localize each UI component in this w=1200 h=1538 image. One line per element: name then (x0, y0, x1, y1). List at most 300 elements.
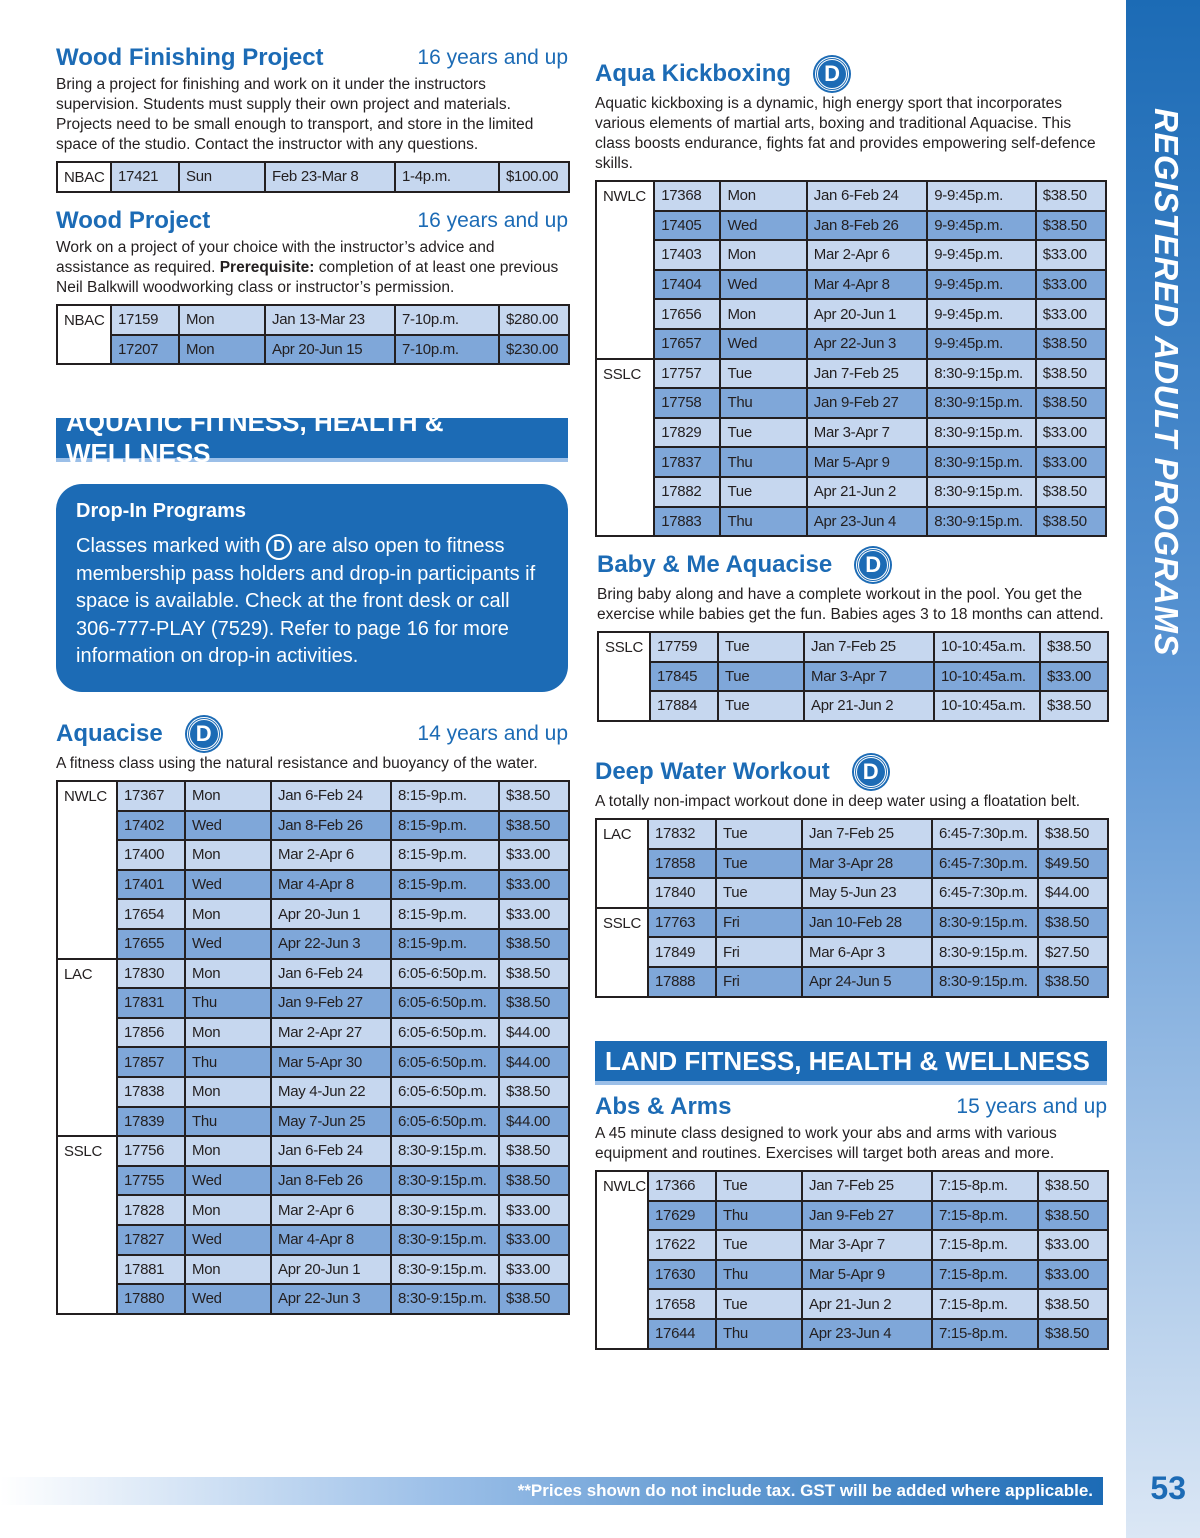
table-row (596, 1171, 1108, 1201)
course-code-cell: 17827 (117, 1225, 185, 1255)
day-cell: Thu (716, 1201, 802, 1231)
time-cell: 8:30-9:15p.m. (391, 1166, 499, 1196)
table-row (596, 270, 1106, 300)
price-cell: $38.50 (499, 959, 569, 989)
location-cell: LAC (596, 819, 648, 908)
dates-cell: Mar 6-Apr 3 (802, 937, 932, 967)
dropin-d-icon: D (187, 717, 221, 751)
table-row (596, 181, 1106, 211)
program-description: Work on a project of your choice with the instructor’s advice and assistance as required. Prerequisite: completion of at least one previous Neil Balkwill woodworking class or instructor’s permission. (56, 239, 559, 296)
time-cell: 6:45-7:30p.m. (932, 878, 1038, 908)
day-cell: Thu (720, 447, 806, 477)
time-cell: 6:45-7:30p.m. (932, 849, 1038, 879)
price-cell: $38.50 (1036, 329, 1106, 359)
price-cell: $38.50 (1036, 507, 1106, 537)
price-cell: $38.50 (1040, 632, 1108, 662)
table-row (596, 937, 1108, 967)
program-title: Abs & Arms (595, 1093, 732, 1120)
course-code-cell: 17838 (117, 1077, 185, 1107)
schedule-table (56, 304, 570, 365)
price-cell: $33.00 (499, 1195, 569, 1225)
course-code-cell: 17763 (648, 908, 716, 938)
dates-cell: Jan 13-Mar 23 (265, 305, 395, 335)
price-cell: $33.00 (499, 899, 569, 929)
table-row (596, 819, 1108, 849)
time-cell: 8:30-9:15p.m. (391, 1284, 499, 1314)
program-title: Aqua Kickboxing (595, 60, 792, 87)
price-cell: $33.00 (499, 1225, 569, 1255)
course-code-cell: 17644 (648, 1319, 716, 1349)
table-row (596, 967, 1108, 997)
time-cell: 7:15-8p.m. (932, 1201, 1038, 1231)
time-cell: 8:30-9:15p.m. (391, 1195, 499, 1225)
page-number: 53 (1150, 1470, 1186, 1506)
time-cell: 6:05-6:50p.m. (391, 1047, 499, 1077)
dates-cell: Mar 4-Apr 8 (271, 1225, 391, 1255)
table-row (596, 359, 1106, 389)
price-cell: $38.50 (1038, 819, 1108, 849)
schedule-table (56, 161, 570, 193)
time-cell: 9-9:45p.m. (927, 329, 1035, 359)
time-cell: 8:15-9p.m. (391, 840, 499, 870)
time-cell: 8:30-9:15p.m. (932, 908, 1038, 938)
day-cell: Tue (716, 819, 802, 849)
price-cell: $44.00 (1038, 878, 1108, 908)
course-code-cell: 17883 (654, 507, 720, 537)
dates-cell: May 4-Jun 22 (271, 1077, 391, 1107)
table-row (596, 1289, 1108, 1319)
course-code-cell: 17845 (650, 662, 718, 692)
time-cell: 7:15-8p.m. (932, 1260, 1038, 1290)
time-cell: 8:30-9:15p.m. (391, 1136, 499, 1166)
day-cell: Tue (716, 1230, 802, 1260)
banner-land: LAND FITNESS, HEALTH & WELLNESS (595, 1041, 1107, 1085)
program-description: Bring a project for finishing and work on it under the instructors supervision. Students must supply their own project and materials. Projects need to be small enough to transport, and store in the limited space of the studio. Contact the instructor with any questions. (56, 76, 534, 153)
section-aqua-kickboxing (595, 57, 1107, 537)
course-code-cell: 17629 (648, 1201, 716, 1231)
dropin-d-icon: D (815, 57, 849, 91)
time-cell: 7:15-8p.m. (932, 1230, 1038, 1260)
time-cell: 8:15-9p.m. (391, 870, 499, 900)
dates-cell: Jan 8-Feb 26 (271, 1166, 391, 1196)
time-cell: 8:30-9:15p.m. (927, 507, 1035, 537)
location-cell: SSLC (596, 359, 654, 537)
dates-cell: Mar 3-Apr 7 (802, 1230, 932, 1260)
table-row (57, 1018, 569, 1048)
dropin-d-icon: D (856, 548, 890, 582)
price-cell: $38.50 (499, 929, 569, 959)
program-title: Aquacise (56, 720, 163, 747)
time-cell: 8:30-9:15p.m. (932, 967, 1038, 997)
price-cell: $44.00 (499, 1107, 569, 1137)
time-cell: 8:15-9p.m. (391, 811, 499, 841)
day-cell: Thu (720, 507, 806, 537)
day-cell: Mon (185, 1195, 271, 1225)
course-code-cell: 17829 (654, 418, 720, 448)
time-cell: 7:15-8p.m. (932, 1171, 1038, 1201)
table-row (57, 1195, 569, 1225)
table-row (57, 959, 569, 989)
location-cell: NWLC (596, 1171, 648, 1349)
dates-cell: Mar 3-Apr 7 (807, 418, 927, 448)
table-row (57, 781, 569, 811)
price-cell: $38.50 (1040, 691, 1108, 721)
table-row (57, 1136, 569, 1166)
day-cell: Fri (716, 908, 802, 938)
time-cell: 8:30-9:15p.m. (391, 1255, 499, 1285)
location-cell: NWLC (596, 181, 654, 359)
dropin-box (56, 484, 568, 692)
table-row (57, 162, 569, 192)
day-cell: Tue (718, 691, 804, 721)
course-code-cell: 17367 (117, 781, 185, 811)
day-cell: Wed (185, 811, 271, 841)
price-cell: $280.00 (499, 305, 569, 335)
dates-cell: Jan 7-Feb 25 (804, 632, 934, 662)
price-cell: $38.50 (1036, 359, 1106, 389)
price-cell: $38.50 (1036, 211, 1106, 241)
course-code-cell: 17849 (648, 937, 716, 967)
dates-cell: Jan 8-Feb 26 (271, 811, 391, 841)
day-cell: Mon (185, 1077, 271, 1107)
table-row (596, 1260, 1108, 1290)
price-cell: $38.50 (1038, 1201, 1108, 1231)
price-cell: $38.50 (1036, 477, 1106, 507)
banner-aquatic: AQUATIC FITNESS, HEALTH & WELLNESS (56, 418, 568, 462)
price-cell: $38.50 (499, 1136, 569, 1166)
dates-cell: Mar 2-Apr 6 (807, 240, 927, 270)
time-cell: 8:30-9:15p.m. (927, 418, 1035, 448)
table-row (598, 662, 1108, 692)
program-title: Wood Project (56, 207, 211, 234)
day-cell: Fri (716, 937, 802, 967)
course-code-cell: 17757 (654, 359, 720, 389)
table-row (596, 447, 1106, 477)
section-aquacise (56, 717, 568, 1315)
course-code-cell: 17655 (117, 929, 185, 959)
course-code-cell: 17366 (648, 1171, 716, 1201)
price-cell: $49.50 (1038, 849, 1108, 879)
dates-cell: Mar 5-Apr 9 (807, 447, 927, 477)
dates-cell: Mar 2-Apr 6 (271, 840, 391, 870)
time-cell: 6:05-6:50p.m. (391, 1018, 499, 1048)
dates-cell: Mar 3-Apr 28 (802, 849, 932, 879)
dates-cell: Jan 7-Feb 25 (802, 819, 932, 849)
dates-cell: Apr 23-Jun 4 (807, 507, 927, 537)
table-row (596, 1201, 1108, 1231)
dates-cell: Mar 4-Apr 8 (807, 270, 927, 300)
course-code-cell: 17884 (650, 691, 718, 721)
day-cell: Tue (720, 477, 806, 507)
table-row (596, 329, 1106, 359)
program-description: A 45 minute class designed to work your abs and arms with various equipment and routines. Exercises will target both areas and more. (595, 1125, 1057, 1162)
price-cell: $33.00 (1036, 270, 1106, 300)
day-cell: Wed (185, 1225, 271, 1255)
dates-cell: Mar 5-Apr 9 (802, 1260, 932, 1290)
price-cell: $33.00 (1036, 240, 1106, 270)
table-row (57, 811, 569, 841)
price-cell: $38.50 (499, 781, 569, 811)
time-cell: 8:30-9:15p.m. (927, 477, 1035, 507)
dropin-d-icon: D (266, 534, 292, 560)
dates-cell: Mar 5-Apr 30 (271, 1047, 391, 1077)
price-cell: $33.00 (1036, 447, 1106, 477)
day-cell: Tue (716, 1171, 802, 1201)
table-row (598, 632, 1108, 662)
price-cell: $38.50 (1036, 181, 1106, 211)
day-cell: Thu (716, 1260, 802, 1290)
time-cell: 7:15-8p.m. (932, 1289, 1038, 1319)
course-code-cell: 17828 (117, 1195, 185, 1225)
course-code-cell: 17404 (654, 270, 720, 300)
table-row (57, 1107, 569, 1137)
course-code-cell: 17403 (654, 240, 720, 270)
day-cell: Thu (185, 1107, 271, 1137)
day-cell: Wed (185, 870, 271, 900)
course-code-cell: 17405 (654, 211, 720, 241)
table-row (596, 1230, 1108, 1260)
price-cell: $38.50 (1038, 1289, 1108, 1319)
time-cell: 6:45-7:30p.m. (932, 819, 1038, 849)
footer-note: **Prices shown do not include tax. GST will be added where applicable. (0, 1477, 1103, 1505)
day-cell: Mon (720, 240, 806, 270)
dates-cell: Apr 21-Jun 2 (804, 691, 934, 721)
dates-cell: Apr 22-Jun 3 (271, 1284, 391, 1314)
price-cell: $230.00 (499, 335, 569, 365)
table-row (596, 240, 1106, 270)
dates-cell: Jan 7-Feb 25 (802, 1171, 932, 1201)
course-code-cell: 17831 (117, 988, 185, 1018)
dates-cell: Jan 6-Feb 24 (271, 959, 391, 989)
dates-cell: Apr 20-Jun 15 (265, 335, 395, 365)
day-cell: Thu (185, 1047, 271, 1077)
dropin-d-icon: D (854, 755, 888, 789)
time-cell: 6:05-6:50p.m. (391, 1077, 499, 1107)
time-cell: 8:15-9p.m. (391, 929, 499, 959)
time-cell: 6:05-6:50p.m. (391, 959, 499, 989)
dates-cell: Apr 21-Jun 2 (807, 477, 927, 507)
location-cell: NBAC (57, 162, 111, 192)
table-row (57, 1225, 569, 1255)
dates-cell: Apr 20-Jun 1 (807, 299, 927, 329)
dates-cell: May 7-Jun 25 (271, 1107, 391, 1137)
day-cell: Sun (179, 162, 265, 192)
course-code-cell: 17882 (654, 477, 720, 507)
time-cell: 7-10p.m. (395, 335, 499, 365)
table-row (57, 1284, 569, 1314)
dates-cell: Mar 2-Apr 6 (271, 1195, 391, 1225)
table-row (57, 1047, 569, 1077)
day-cell: Thu (720, 388, 806, 418)
location-cell: SSLC (598, 632, 650, 721)
course-code-cell: 17888 (648, 967, 716, 997)
price-cell: $38.50 (499, 988, 569, 1018)
day-cell: Tue (716, 849, 802, 879)
dates-cell: Mar 3-Apr 7 (804, 662, 934, 692)
age-label: 16 years and up (417, 209, 568, 232)
price-cell: $38.50 (499, 1284, 569, 1314)
day-cell: Tue (718, 632, 804, 662)
age-label: 16 years and up (417, 46, 568, 69)
course-code-cell: 17755 (117, 1166, 185, 1196)
time-cell: 8:30-9:15p.m. (391, 1225, 499, 1255)
time-cell: 8:30-9:15p.m. (927, 447, 1035, 477)
section-baby-me (597, 548, 1107, 722)
course-code-cell: 17759 (650, 632, 718, 662)
table-row (596, 507, 1106, 537)
dropin-title: Drop-In Programs (76, 500, 247, 522)
day-cell: Wed (720, 211, 806, 241)
section-wood-finishing (56, 44, 568, 193)
time-cell: 8:15-9p.m. (391, 899, 499, 929)
table-row (57, 988, 569, 1018)
age-label: 15 years and up (956, 1095, 1107, 1118)
day-cell: Thu (716, 1319, 802, 1349)
section-abs-arms (595, 1093, 1107, 1350)
price-cell: $38.50 (499, 811, 569, 841)
dates-cell: Jan 6-Feb 24 (271, 1136, 391, 1166)
course-code-cell: 17622 (648, 1230, 716, 1260)
time-cell: 8:15-9p.m. (391, 781, 499, 811)
dates-cell: Apr 22-Jun 3 (807, 329, 927, 359)
day-cell: Wed (720, 270, 806, 300)
day-cell: Mon (720, 181, 806, 211)
table-row (57, 305, 569, 335)
course-code-cell: 17839 (117, 1107, 185, 1137)
course-code-cell: 17368 (654, 181, 720, 211)
program-description: Bring baby along and have a complete workout in the pool. You get the exercise while babies get the fun. Babies ages 3 to 18 months can attend. (597, 586, 1104, 623)
price-cell: $38.50 (1036, 388, 1106, 418)
time-cell: 8:30-9:15p.m. (927, 359, 1035, 389)
day-cell: Wed (720, 329, 806, 359)
day-cell: Fri (716, 967, 802, 997)
time-cell: 9-9:45p.m. (927, 211, 1035, 241)
dropin-text: Classes marked with D are also open to fitness membership pass holders and drop-in participants if space is available. Check at the front desk or call 306-777-PLAY (7529). Refer to page 16 for more information on drop-in activities. (76, 535, 536, 667)
course-code-cell: 17758 (654, 388, 720, 418)
day-cell: Thu (185, 988, 271, 1018)
course-code-cell: 17402 (117, 811, 185, 841)
course-code-cell: 17832 (648, 819, 716, 849)
time-cell: 6:05-6:50p.m. (391, 988, 499, 1018)
day-cell: Wed (185, 1284, 271, 1314)
table-row (596, 878, 1108, 908)
day-cell: Tue (720, 418, 806, 448)
table-row (598, 691, 1108, 721)
course-code-cell: 17656 (654, 299, 720, 329)
dates-cell: Mar 2-Apr 27 (271, 1018, 391, 1048)
location-cell: NBAC (57, 305, 111, 364)
day-cell: Mon (185, 1255, 271, 1285)
table-row (57, 899, 569, 929)
dates-cell: Apr 22-Jun 3 (271, 929, 391, 959)
location-cell: SSLC (596, 908, 648, 997)
dates-cell: Jan 6-Feb 24 (271, 781, 391, 811)
table-row (596, 388, 1106, 418)
section-deep-water (595, 755, 1107, 998)
time-cell: 10-10:45a.m. (934, 632, 1040, 662)
price-cell: $38.50 (1038, 1171, 1108, 1201)
price-cell: $33.00 (499, 840, 569, 870)
time-cell: 8:30-9:15p.m. (932, 937, 1038, 967)
time-cell: 6:05-6:50p.m. (391, 1107, 499, 1137)
table-row (57, 840, 569, 870)
day-cell: Tue (716, 878, 802, 908)
course-code-cell: 17159 (111, 305, 179, 335)
price-cell: $38.50 (499, 1077, 569, 1107)
table-row (57, 1077, 569, 1107)
course-code-cell: 17657 (654, 329, 720, 359)
table-row (57, 1166, 569, 1196)
day-cell: Mon (179, 335, 265, 365)
day-cell: Tue (718, 662, 804, 692)
dates-cell: May 5-Jun 23 (802, 878, 932, 908)
price-cell: $33.00 (1038, 1230, 1108, 1260)
course-code-cell: 17880 (117, 1284, 185, 1314)
dates-cell: Jan 9-Feb 27 (807, 388, 927, 418)
time-cell: 9-9:45p.m. (927, 181, 1035, 211)
location-cell: NWLC (57, 781, 117, 959)
sidebar-title: REGISTERED ADULT PROGRAMS (1148, 108, 1185, 656)
table-row (57, 870, 569, 900)
time-cell: 10-10:45a.m. (934, 691, 1040, 721)
price-cell: $38.50 (1038, 1319, 1108, 1349)
course-code-cell: 17858 (648, 849, 716, 879)
day-cell: Mon (720, 299, 806, 329)
dates-cell: Apr 23-Jun 4 (802, 1319, 932, 1349)
time-cell: 7:15-8p.m. (932, 1319, 1038, 1349)
table-row (596, 299, 1106, 329)
table-row (57, 929, 569, 959)
schedule-table (56, 780, 570, 1315)
schedule-table (597, 631, 1109, 722)
section-wood-project (56, 207, 568, 365)
price-cell: $33.00 (1038, 1260, 1108, 1290)
dates-cell: Apr 20-Jun 1 (271, 899, 391, 929)
day-cell: Tue (720, 359, 806, 389)
day-cell: Mon (185, 959, 271, 989)
table-row (57, 1255, 569, 1285)
location-cell: SSLC (57, 1136, 117, 1314)
price-cell: $44.00 (499, 1018, 569, 1048)
table-row (596, 418, 1106, 448)
time-cell: 9-9:45p.m. (927, 299, 1035, 329)
day-cell: Tue (716, 1289, 802, 1319)
time-cell: 9-9:45p.m. (927, 270, 1035, 300)
program-description: A fitness class using the natural resistance and buoyancy of the water. (56, 755, 538, 772)
table-row (596, 1319, 1108, 1349)
dates-cell: Apr 20-Jun 1 (271, 1255, 391, 1285)
day-cell: Wed (185, 929, 271, 959)
dates-cell: Jan 9-Feb 27 (271, 988, 391, 1018)
table-row (596, 211, 1106, 241)
schedule-table (595, 818, 1109, 998)
day-cell: Mon (185, 840, 271, 870)
price-cell: $33.00 (499, 1255, 569, 1285)
course-code-cell: 17830 (117, 959, 185, 989)
program-title: Deep Water Workout (595, 758, 830, 785)
dates-cell: Jan 9-Feb 27 (802, 1201, 932, 1231)
course-code-cell: 17856 (117, 1018, 185, 1048)
table-row (57, 335, 569, 365)
time-cell: 8:30-9:15p.m. (927, 388, 1035, 418)
price-cell: $44.00 (499, 1047, 569, 1077)
day-cell: Mon (185, 1018, 271, 1048)
price-cell: $33.00 (1040, 662, 1108, 692)
time-cell: 7-10p.m. (395, 305, 499, 335)
day-cell: Mon (185, 781, 271, 811)
time-cell: 1-4p.m. (395, 162, 499, 192)
time-cell: 9-9:45p.m. (927, 240, 1035, 270)
